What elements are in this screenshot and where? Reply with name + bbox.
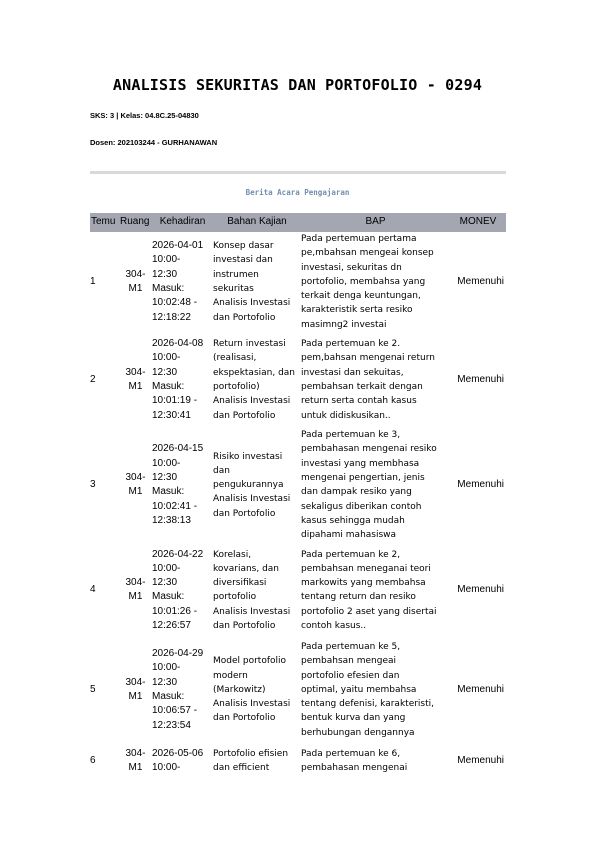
- teaching-record-table: [90, 213, 506, 781]
- cell-bahan-kajian: Konsep dasar investasi dan instrumen sekuritas Analisis Investasi dan Portofolio: [213, 241, 291, 323]
- section-subtitle: Berita Acara Pengajaran: [245, 188, 350, 197]
- table-row: [90, 638, 506, 741]
- cell-temu: 1: [90, 275, 96, 287]
- col-header-kehadiran: Kehadiran: [152, 213, 213, 232]
- cell-ruang: 304- M1: [125, 268, 146, 295]
- cell-temu: 4: [90, 584, 96, 596]
- cell-bap: Pada pertemuan ke 2. pem,bahsan mengenai return investasi dan sekuitas, pembahsan terkait dengan return serta contah kasus untuk didiskusikan..: [301, 339, 435, 421]
- cell-bahan-kajian: Portofolio efisien dan efficient: [213, 749, 289, 774]
- cell-kehadiran: 2026-04-15 10:00- 12:30 Masuk: 10:02:41 - 12:38:13: [152, 443, 204, 526]
- cell-temu: 2: [90, 373, 96, 385]
- cell-kehadiran: 2026-05-06 10:00-: [152, 748, 204, 774]
- table-row: [90, 741, 506, 781]
- table-row: [90, 232, 506, 332]
- cell-temu: 6: [90, 755, 96, 767]
- table-row: [90, 332, 506, 428]
- cell-ruang: 304- M1: [125, 676, 146, 702]
- cell-kehadiran: 2026-04-08 10:00- 12:30 Masuk: 10:01:19 - 12:30:41: [152, 338, 204, 421]
- course-meta: SKS: 3 | Kelas: 04.8C.25-04830: [90, 111, 199, 120]
- cell-ruang: 304- M1: [125, 366, 146, 393]
- cell-monev: Memenuhi: [457, 755, 504, 767]
- divider: [90, 171, 506, 174]
- cell-ruang: 304- M1: [125, 577, 146, 603]
- cell-monev: Memenuhi: [457, 584, 504, 596]
- cell-monev: Memenuhi: [457, 373, 504, 385]
- cell-kehadiran: 2026-04-22 10:00- 12:30 Masuk: 10:01:26 - 12:26:57: [152, 548, 204, 632]
- col-header-ruang: Ruang: [119, 213, 152, 232]
- table-row: [90, 428, 506, 542]
- cell-bahan-kajian: Korelasi, kovarians, dan diversifikasi portofolio Analisis Investasi dan Portofolio: [213, 549, 291, 632]
- cell-kehadiran: 2026-04-29 10:00- 12:30 Masuk: 10:06:57 - 12:23:54: [152, 648, 204, 731]
- lecturer-meta: Dosen: 202103244 - GURHANAWAN: [90, 138, 218, 147]
- cell-temu: 3: [90, 479, 96, 491]
- cell-ruang: 304- M1: [125, 748, 146, 774]
- cell-bap: Pada pertemuan ke 6, pembahasan mengenai: [301, 749, 408, 774]
- cell-monev: Memenuhi: [457, 683, 504, 695]
- cell-bap: Pada pertemuan ke 3, pembahasan mengenai resiko investasi yang membhasa mengenai pengertian, jenis dan dampak resiko yang sekaligus diberikan contoh kasus sehingga mudah dipahami mahasiswa: [301, 430, 437, 541]
- col-header-bahan-kajian: Bahan Kajian: [213, 213, 301, 232]
- cell-bap: Pada pertemuan ke 5, pembahsan mengeai portofolio efesien dan optimal, yaitu membahsa tentang defenisi, karakteristi, bentuk kurva dan yang berhubungan dengannya: [301, 641, 435, 738]
- cell-kehadiran: 2026-04-01 10:00- 12:30 Masuk: 10:02:48 - 12:18:22: [152, 240, 204, 323]
- col-header-temu: Temu: [90, 213, 119, 232]
- table-header-row: [90, 213, 506, 232]
- cell-bahan-kajian: Risiko investasi dan pengukurannya Analisis Investasi dan Portofolio: [213, 451, 291, 519]
- table-row: [90, 542, 506, 638]
- cell-ruang: 304- M1: [125, 471, 146, 498]
- cell-bap: Pada pertemuan ke 2, pembahsan meneganai teori markowits yang membahsa tentang return dan resiko portofolio 2 aset yang disertai contoh kasus..: [301, 549, 437, 632]
- cell-bap: Pada pertemuan pertama pe,mbahsan mengeai konsep investasi, sekuritas dn portofolio, membahsa yang terkait denga keuntungan, karakteristik serta resiko masimng2 investai: [301, 234, 434, 330]
- col-header-monev: MONEV: [450, 213, 506, 232]
- cell-temu: 5: [90, 683, 96, 695]
- page-title: ANALISIS SEKURITAS DAN PORTOFOLIO - 0294: [112, 76, 483, 94]
- col-header-bap: BAP: [301, 213, 450, 232]
- cell-bahan-kajian: Model portofolio modern (Markowitz) Analisis Investasi dan Portofolio: [213, 656, 291, 724]
- cell-monev: Memenuhi: [457, 275, 504, 287]
- cell-monev: Memenuhi: [457, 479, 504, 491]
- cell-bahan-kajian: Return investasi (realisasi, ekspektasian, dan portofolio) Analisis Investasi dan Portofolio: [213, 339, 296, 421]
